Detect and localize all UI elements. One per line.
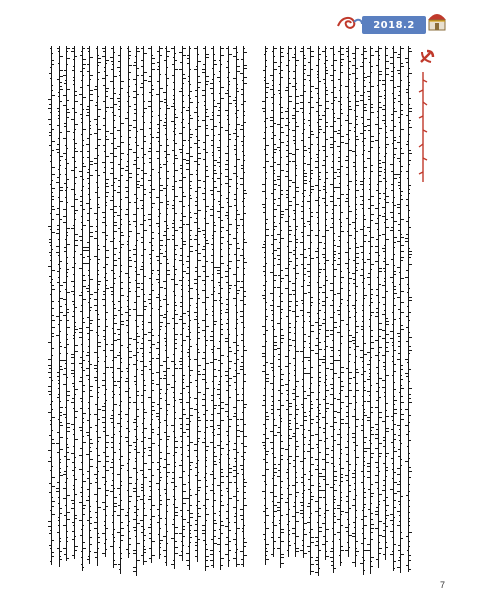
text-column bbox=[225, 46, 232, 567]
text-column bbox=[148, 46, 155, 563]
text-column bbox=[210, 46, 217, 568]
text-column bbox=[360, 46, 367, 575]
text-column bbox=[367, 46, 374, 574]
text-column bbox=[79, 46, 86, 571]
text-column bbox=[48, 46, 55, 565]
text-column bbox=[71, 46, 78, 559]
text-column bbox=[337, 46, 344, 566]
text-column bbox=[375, 46, 382, 568]
text-column bbox=[307, 46, 314, 575]
text-column bbox=[322, 46, 329, 560]
text-column bbox=[156, 46, 163, 559]
text-column bbox=[117, 46, 124, 574]
text-column bbox=[110, 46, 117, 568]
text-column bbox=[163, 46, 170, 566]
text-column bbox=[86, 46, 93, 564]
text-column bbox=[186, 46, 193, 570]
yurt-icon bbox=[426, 8, 448, 32]
text-column bbox=[94, 46, 101, 566]
text-column bbox=[133, 46, 140, 576]
text-column bbox=[240, 46, 247, 567]
text-column bbox=[352, 46, 359, 567]
text-column bbox=[300, 46, 307, 558]
swirl-ornament-icon bbox=[334, 12, 364, 34]
text-column bbox=[140, 46, 147, 565]
text-column bbox=[292, 46, 299, 557]
text-column bbox=[270, 46, 277, 557]
text-column bbox=[63, 46, 70, 561]
text-column bbox=[382, 46, 389, 560]
text-column bbox=[125, 46, 132, 558]
issue-label: 2018.2 bbox=[373, 19, 415, 31]
text-column bbox=[405, 46, 412, 572]
text-column bbox=[171, 46, 178, 569]
issue-badge bbox=[362, 16, 426, 34]
text-column bbox=[102, 46, 109, 557]
text-column bbox=[233, 46, 240, 567]
text-column bbox=[262, 46, 269, 565]
text-column bbox=[345, 46, 352, 557]
text-column bbox=[202, 46, 209, 571]
text-column bbox=[179, 46, 186, 561]
text-column bbox=[277, 46, 284, 568]
text-column bbox=[330, 46, 337, 573]
text-column bbox=[397, 46, 404, 573]
text-column bbox=[390, 46, 397, 571]
text-column bbox=[56, 46, 63, 567]
page-number: 7 bbox=[440, 580, 446, 590]
text-column bbox=[194, 46, 201, 562]
body-text-right bbox=[262, 46, 424, 576]
body-text-left bbox=[48, 46, 248, 576]
text-column bbox=[285, 46, 292, 557]
text-column bbox=[315, 46, 322, 576]
text-column bbox=[217, 46, 224, 570]
